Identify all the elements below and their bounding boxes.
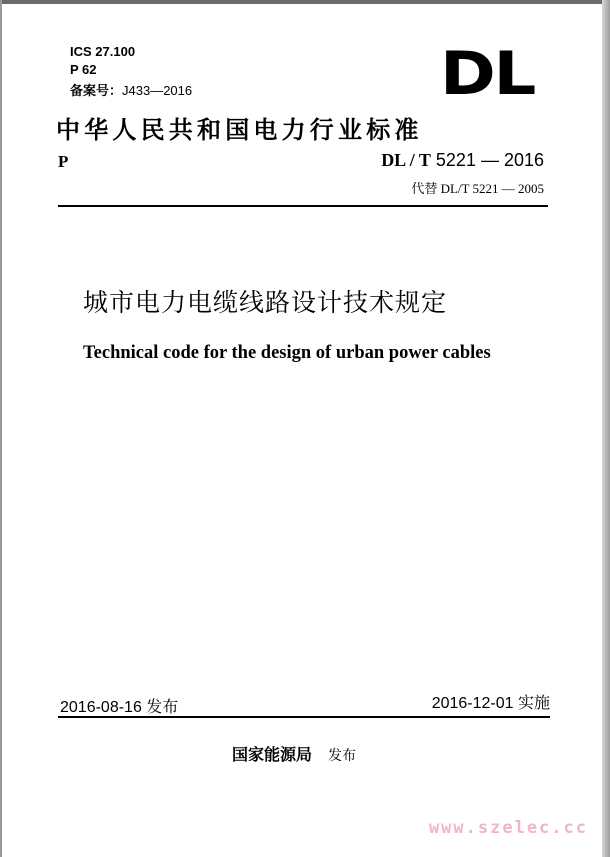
publisher [232, 742, 356, 765]
document-title-cn: 城市电力电缆线路设计技术规定 [83, 288, 448, 317]
ics-code: ICS 27.100 [70, 44, 136, 59]
footer-divider [58, 716, 550, 718]
effective-date: 2016-12-01 实施 [431, 695, 550, 712]
issue-date: 2016-08-16 发布 [60, 699, 179, 716]
page-top-border [0, 0, 610, 4]
watermark: www.szelec.cc [428, 818, 588, 838]
standard-number [381, 150, 544, 171]
publisher-org: 国家能源局 [232, 745, 313, 764]
page-right-edge [602, 0, 610, 857]
category-code: P 62 [70, 62, 97, 77]
replaces-standard: 代替 DL/T 5221 — 2005 [411, 181, 544, 196]
standard-number-prefix: DL / T [381, 150, 431, 170]
publisher-action: 发布 [328, 748, 357, 764]
dl-logo: DL [440, 39, 535, 109]
header-divider [58, 205, 548, 207]
document-title-en: Technical code for the design of urban power cables [83, 343, 491, 363]
record-number [70, 80, 192, 99]
standard-number-value: 5221 — 2016 [435, 150, 544, 170]
standard-category: P [58, 152, 69, 171]
standard-title: 中华人民共和国电力行业标准 [56, 115, 423, 144]
record-value: J433—2016 [122, 83, 193, 98]
record-label: 备案号： [70, 84, 123, 99]
page-left-border [0, 0, 2, 857]
